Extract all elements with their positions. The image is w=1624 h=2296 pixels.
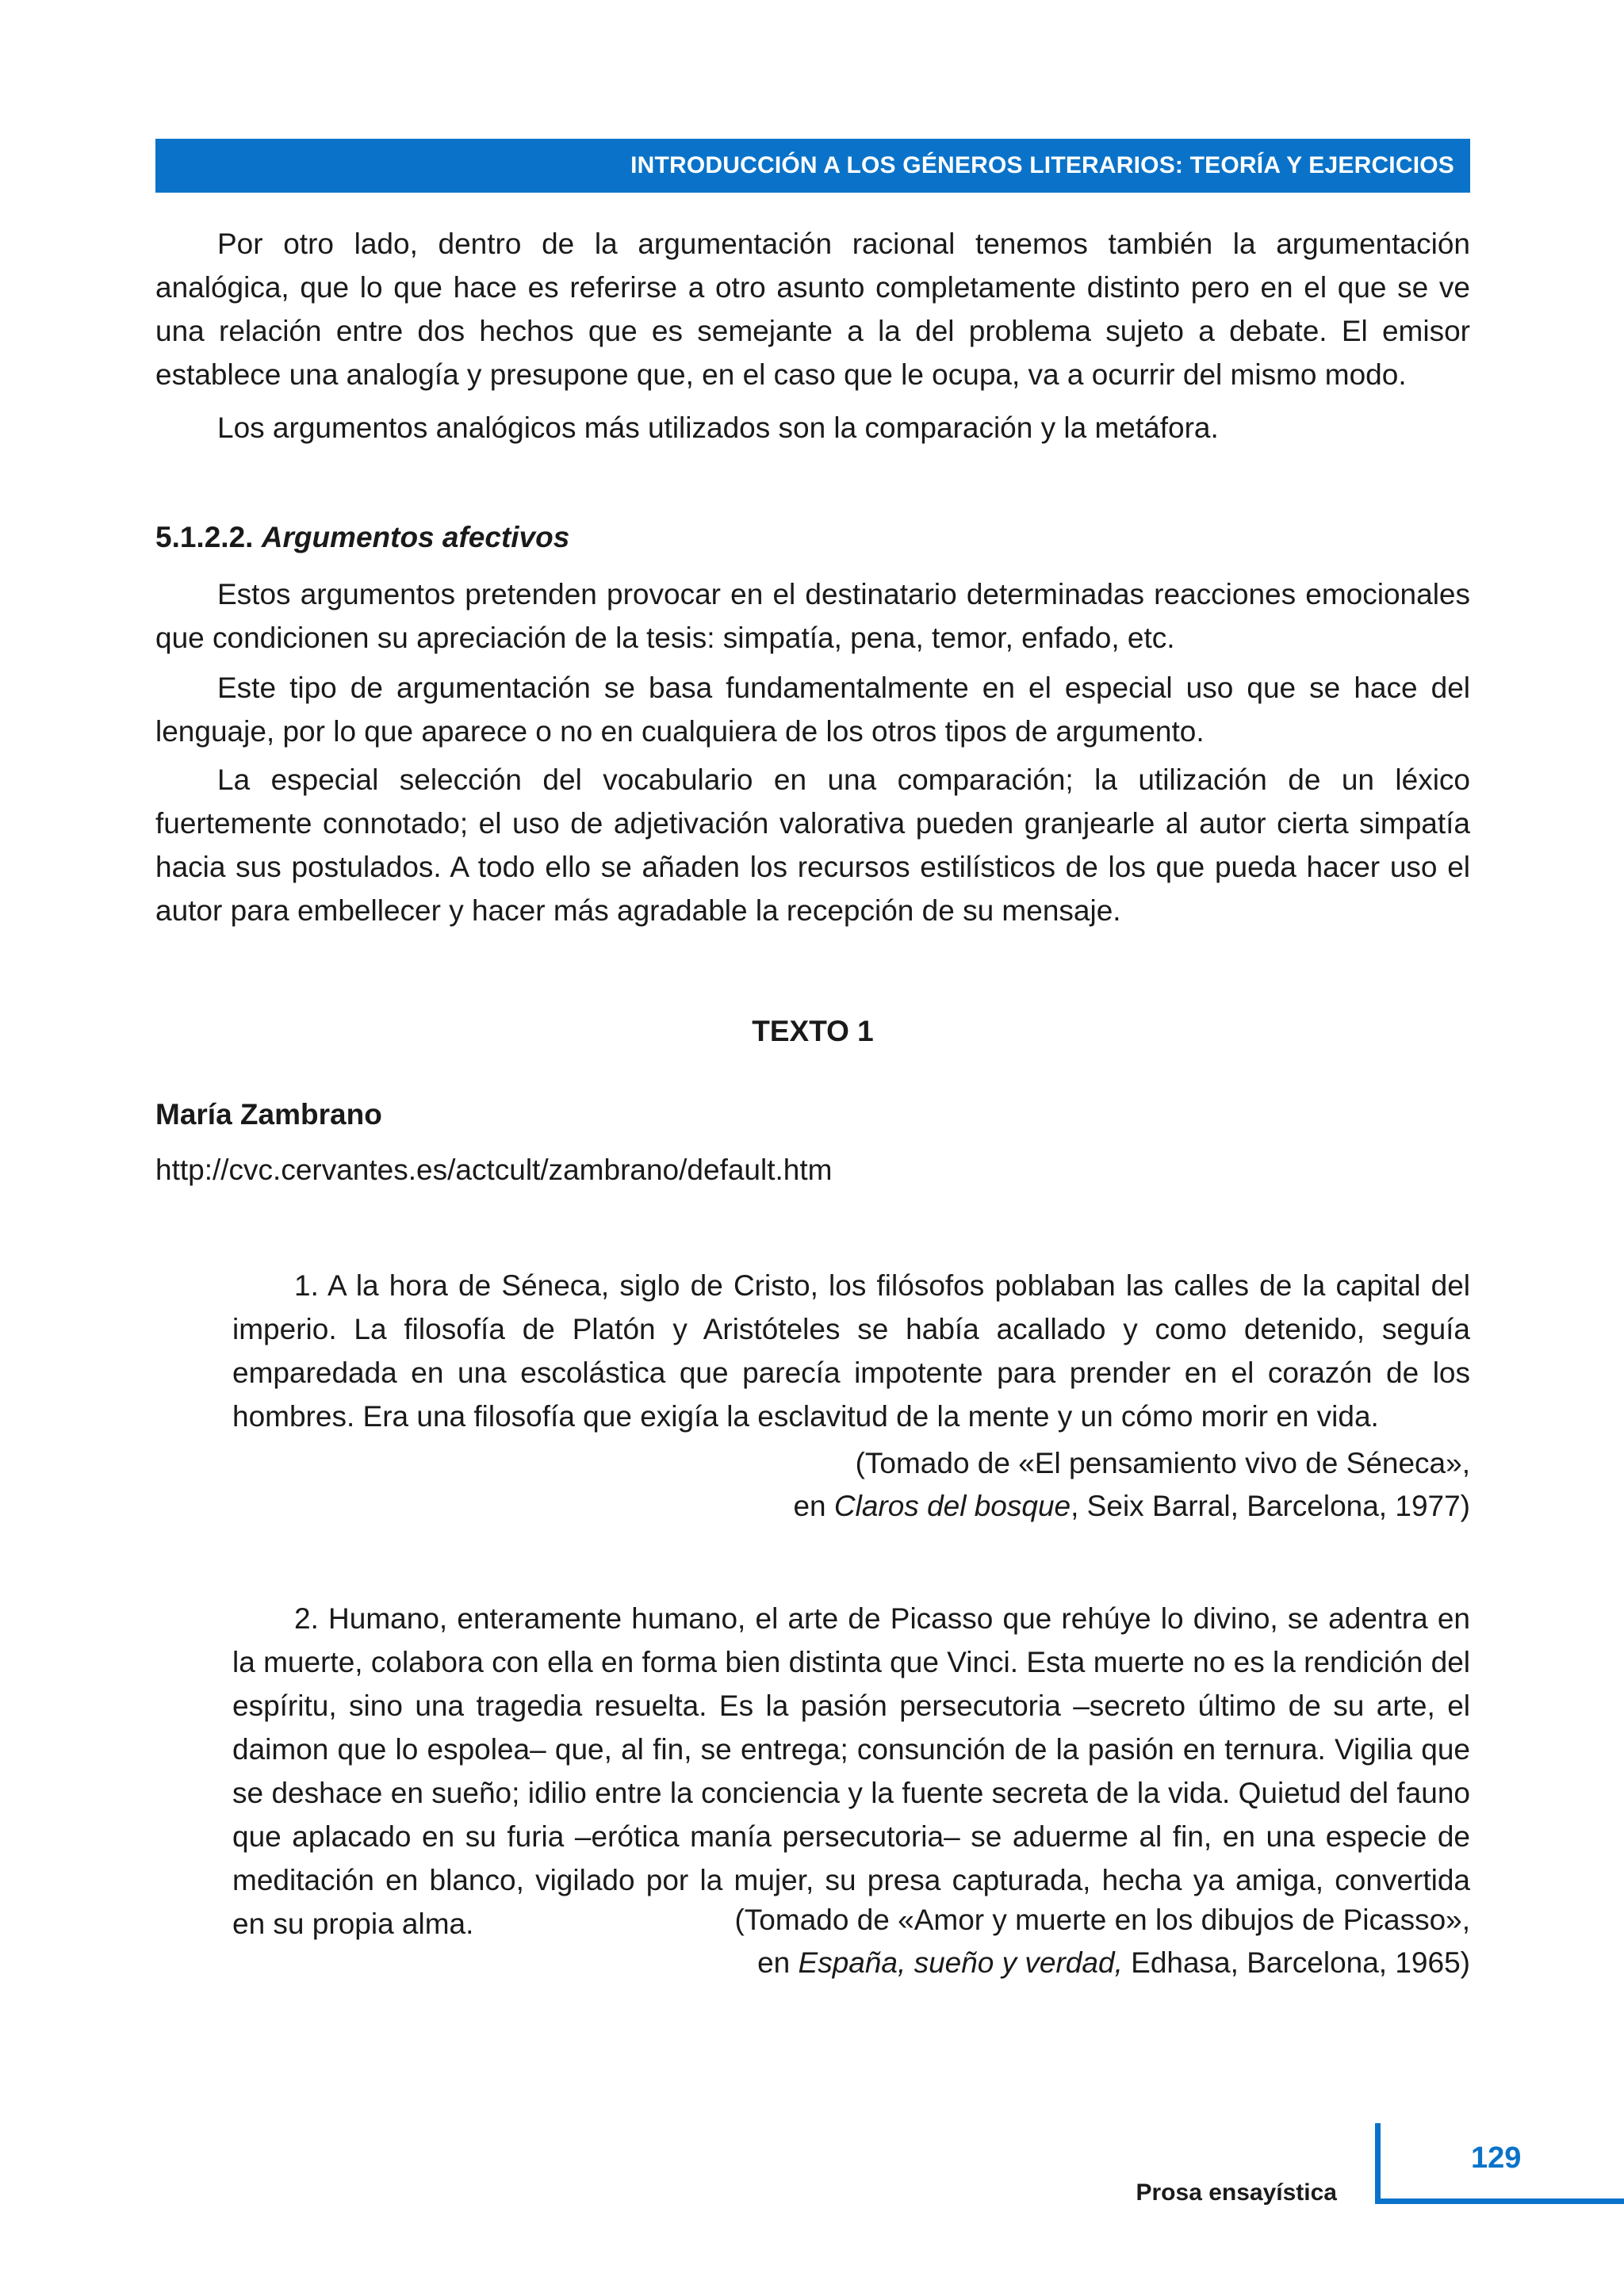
book-title: Claros del bosque (833, 1490, 1071, 1522)
source-prefix: en (757, 1946, 799, 1979)
paragraph-affective-definition: Estos argumentos pretenden provocar en el destinatario determinadas reacciones emocionales que condicionen su apreciación de la tesis: simpatía, pena, temor, enfado, etc. (155, 578, 1470, 654)
quote-seneca: 1. A la hora de Séneca, siglo de Cristo, los filósofos poblaban las calles de la capital del imperio. La filosofía de Platón y Aristóteles se había acallado y como detenido, seguía emparedada en una escolástica que parecía impotente para prender en el corazón de los hombres. Era una filosofía que exigía la esclavitud de la mente y un cómo morir en vida. (232, 1269, 1470, 1433)
header-bar (155, 139, 1470, 193)
paragraph-affective-resources: La especial selección del vocabulario en una comparación; la utilización de un léxico fuertemente connotado; el uso de adjetivación valorativa pueden granjearle al autor cierta simpatía hacia sus postulados. A todo ello se añaden los recursos estilísticos de los que pueda hacer uso el autor para embellecer y hacer más agradable la recepción de su mensaje. (155, 763, 1470, 927)
page-number: 129 (1471, 2141, 1522, 2175)
section-number: 5.1.2.2. (155, 521, 254, 553)
quote-seneca-source-line2 (793, 1484, 1470, 1528)
author-name: María Zambrano (155, 1098, 382, 1131)
text-title: TEXTO 1 (752, 1015, 874, 1047)
paragraph-analogical-argumentation: Por otro lado, dentro de la argumentación racional tenemos también la argumentación analógica, que lo que hace es referirse a otro asunto completamente distinto pero en el que se ve una relación entre dos hechos que es semejante a la del problema sujeto a debate. El emisor establece una analogía y presupone que, en el caso que le ocupa, va a ocurrir del mismo modo. (155, 228, 1470, 391)
source-publisher: Edhasa, Barcelona, 1965) (1122, 1946, 1470, 1979)
paragraph-analogical-examples: Los argumentos analógicos más utilizados son la comparación y la metáfora. (217, 411, 1219, 444)
book-title: España, sueño y verdad, (798, 1946, 1123, 1979)
source-prefix: en (793, 1490, 834, 1522)
quote-picasso-source-line1: (Tomado de «Amor y muerte en los dibujos de Picasso», (734, 1904, 1470, 1936)
running-header-title: INTRODUCCIÓN A LOS GÉNEROS LITERARIOS: TEORÍA Y EJERCICIOS (630, 152, 1454, 178)
section-title: Argumentos afectivos (261, 521, 570, 553)
section-heading (155, 515, 569, 559)
quote-seneca-source-line1: (Tomado de «El pensamiento vivo de Séneca», (855, 1447, 1470, 1479)
paragraph-affective-language: Este tipo de argumentación se basa fundamentalmente en el especial uso que se hace del lenguaje, por lo que aparece o no en cualquiera de los otros tipos de argumento. (155, 672, 1470, 748)
quote-picasso: 2. Humano, enteramente humano, el arte de Picasso que rehúye lo divino, se adentra en la muerte, colabora con ella en forma bien distinta que Vinci. Esta muerte no es la rendición del espíritu, sino una tragedia resuelta. Es la pasión persecutoria –secreto último de su arte, el daimon que lo espolea– que, al fin, se entrega; consunción de la pasión en ternura. Vigilia que se deshace en sueño; idilio entre la conciencia y la fuente secreta de la vida. Quietud del fauno que aplacado en su furia –erótica manía persecutoria– se aduerme al fin, en una especie de meditación en blanco, vigilado por la mujer, su presa capturada, hecha ya amiga, convertida en su propia alma. (232, 1602, 1470, 1940)
source-url: http://cvc.cervantes.es/actcult/zambrano/default.htm (155, 1154, 833, 1186)
source-publisher: , Seix Barral, Barcelona, 1977) (1071, 1490, 1470, 1522)
quote-picasso-source-line2 (757, 1941, 1470, 1984)
footer-section-label: Prosa ensayística (1136, 2179, 1337, 2206)
